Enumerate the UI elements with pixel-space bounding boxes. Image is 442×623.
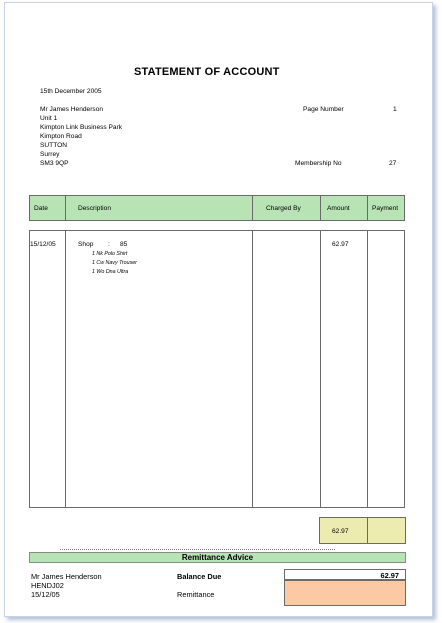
membership-value: 27: [389, 160, 397, 167]
address-line: Unit 1: [40, 115, 58, 122]
total-amount: 62.97: [332, 528, 349, 535]
balance-due-value: 62.97: [380, 571, 399, 580]
page-number-label: Page Number: [303, 106, 344, 113]
table-body: [29, 230, 405, 508]
row-items: [92, 250, 137, 277]
membership-label: Membership No: [295, 160, 342, 167]
remittance-details: [31, 572, 102, 599]
item-line: 1 Cw Navy Trouser: [92, 260, 137, 266]
total-payment-cell: [367, 517, 406, 544]
row-amount: 62.97: [332, 241, 349, 248]
remittance-amount-field[interactable]: [284, 580, 406, 606]
balance-due-field: [284, 569, 406, 580]
row-description: Shop: [78, 241, 94, 248]
col-amount-header: Amount: [327, 205, 350, 212]
item-line: 1 Nk Polo Shirt: [92, 251, 128, 257]
col-description-header: Description: [78, 205, 111, 212]
divider: [65, 196, 66, 220]
remittance-header: Remittance Advice: [29, 552, 406, 563]
address-line: Kimpton Link Business Park: [40, 124, 123, 131]
address-line: Kimpton Road: [40, 133, 82, 140]
remittance-label: Remittance: [177, 590, 215, 599]
divider: [252, 231, 253, 507]
address-line: Mr James Henderson: [40, 106, 104, 113]
total-amount-cell: [319, 517, 368, 544]
address-line: SM3 9QP: [40, 160, 69, 167]
divider: [367, 231, 368, 507]
divider: [367, 196, 368, 220]
balance-due-label: Balance Due: [177, 572, 222, 581]
remittance-name: Mr James Henderson: [31, 572, 102, 581]
row-reference: 85: [120, 241, 128, 248]
divider: [65, 231, 66, 507]
remittance-date: 15/12/05: [31, 590, 60, 599]
row-date: 15/12/05: [30, 241, 56, 248]
statement-date: 15th December 2005: [40, 88, 102, 95]
item-line: 1 Wo Dna Ultra: [92, 269, 129, 275]
col-payment-header: Payment: [372, 205, 399, 212]
cut-line: [60, 549, 335, 550]
divider: [320, 231, 321, 507]
table-header: [29, 195, 405, 221]
divider: [252, 196, 253, 220]
row-colon: :: [108, 241, 110, 248]
col-date-header: Date: [34, 205, 48, 212]
statement-title: STATEMENT OF ACCOUNT: [134, 66, 280, 78]
divider: [320, 196, 321, 220]
address-line: Surrey: [40, 151, 60, 158]
col-charged-by-header: Charged By: [266, 205, 301, 212]
address-block: [40, 105, 122, 168]
remittance-code: HENDJ02: [31, 581, 64, 590]
page-number-value: 1: [393, 106, 397, 113]
address-line: SUTTON: [40, 142, 67, 149]
